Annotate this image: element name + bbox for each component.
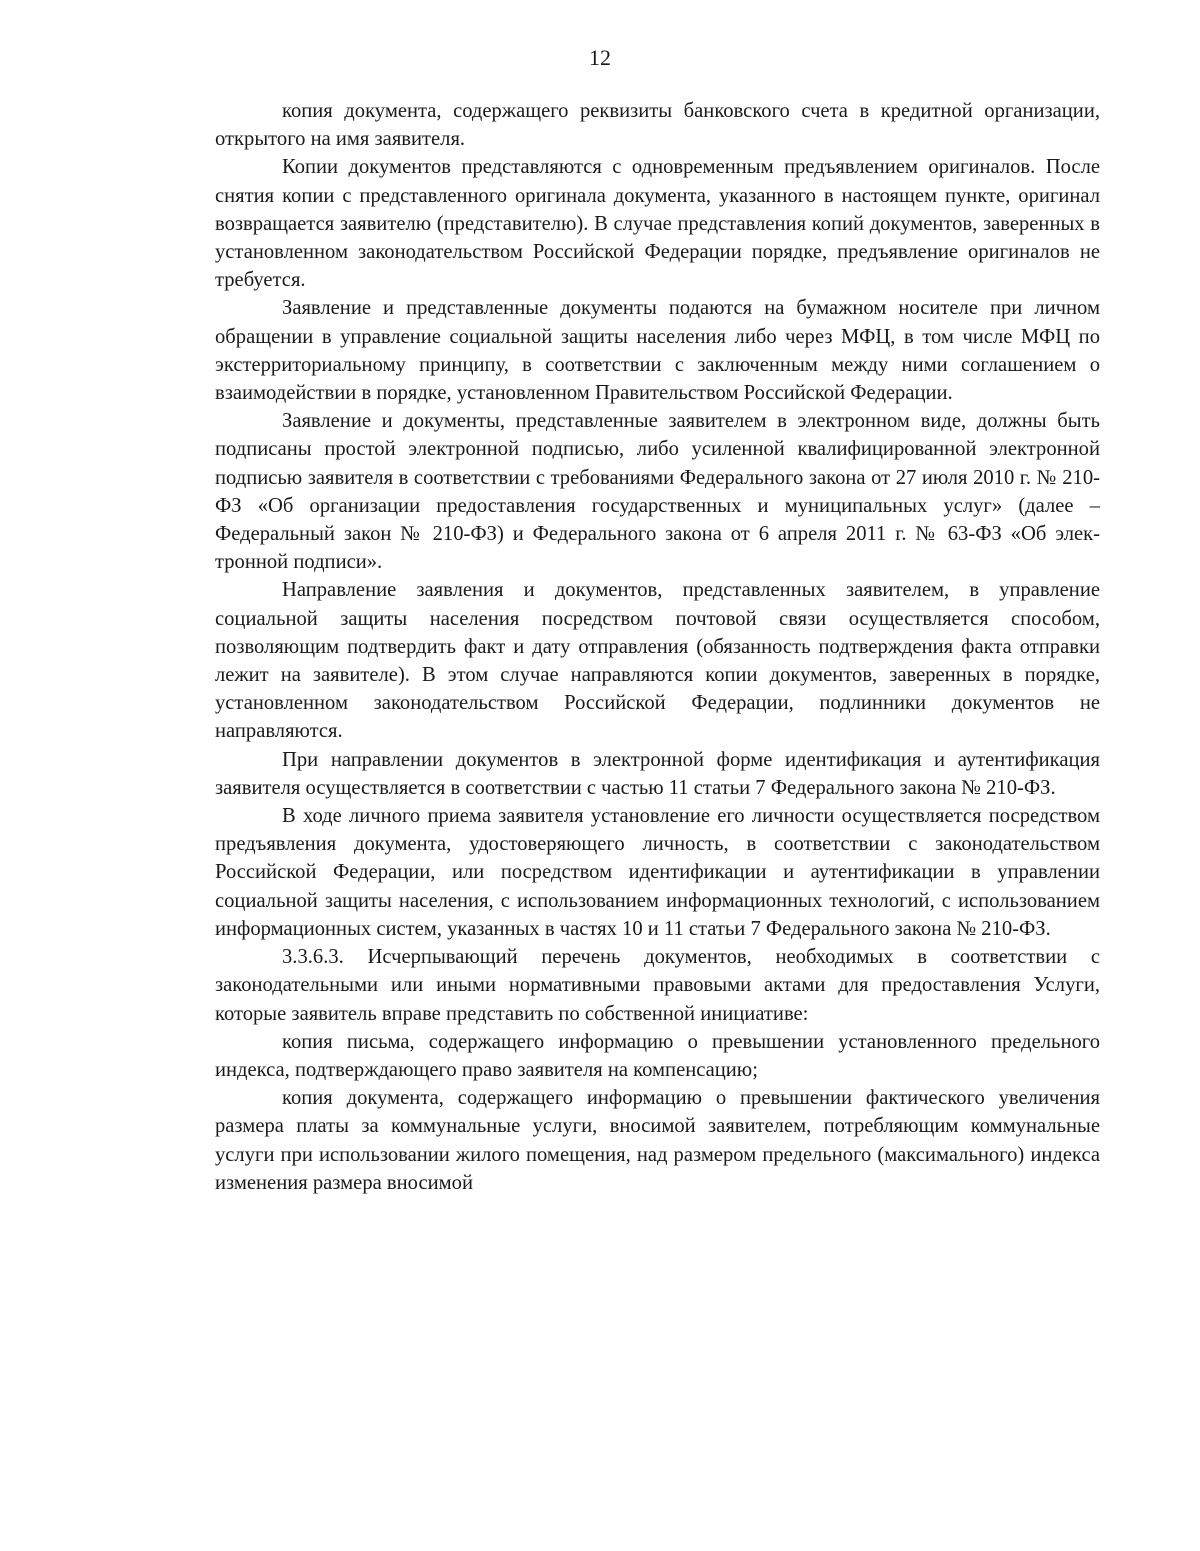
paragraph-paper-submission: Заявление и представленные документы подаются на бумажном носителе при личном обращении в управление социальной защиты населения либо через МФЦ, в том числе МФЦ по экстерриториальному принципу, в соответствии с заключенным между ними соглашением о взаимодействии в порядке, установленном Правительством Российской Федерации. (215, 297, 1100, 405)
paragraph-postal-submission: Направление заявления и документов, представленных заявителем, в управление социальной защиты населения посредством почтовой связи осуществляется способом, позволяющим подтвердить факт и дату отправления (обязанность подтверждения факта отправки лежит на заявителе). В этом случае направляются копии документов, заверенных в порядке, установленном законодательством Российской Федерации, подлинники документов не направляются. (215, 579, 1100, 743)
paragraph-electronic-identification: При направлении документов в электронной форме идентификация и аутентификация заявителя осуществляется в соответствии с частью 11 статьи 7 Федерального закона № 210-ФЗ. (215, 748, 1100, 799)
document-body (215, 97, 1100, 1197)
paragraph-bank-account-copy: копия документа, содержащего реквизиты банковского счета в кредитной организации, открытого на имя заявителя. (215, 100, 1100, 151)
paragraph-document-list-heading: 3.3.6.3. Исчерпывающий перечень документов, необходимых в соответствии с законодательными или иными нормативными правовыми актами для предоставления Услуги, которые заявитель вправе представить по собственной инициативе: (215, 946, 1100, 1025)
paragraph-personal-reception: В ходе личного приема заявителя установление его личности осуществляется посредством предъявления документа, удостоверяющего личность, в соответствии с законодательством Российской Федерации, или посредством идентификации и аутентификации в управлении социальной защиты населения, с использованием информационных технологий, с использованием информационных систем, указанных в частях 10 и 11 статьи 7 Федерального закона № 210-ФЗ. (215, 805, 1100, 940)
paragraph-electronic-signature: Заявление и документы, представленные заявителем в электронном виде, должны быть подписаны простой электронной подписью, либо усиленной квалифицированной электронной подписью заявителя в соответствии с требованиями Федерального закона от 27 июля 2010 г. № 210-ФЗ «Об организации предоставления государственных и муниципальных услуг» (далее – Федеральный закон № 210-ФЗ) и Федерального закона от 6 апреля 2011 г. № 63-ФЗ «Об электронной подписи». (215, 410, 1100, 574)
paragraph-document-copy-excess: копия документа, содержащего информацию о превышении фактического увеличения размера платы за коммунальные услуги, вносимой заявителем, потребляющим коммунальные услуги при использовании жилого помещения, над размером предельного (максимального) индекса изменения размера вносимой (215, 1087, 1100, 1194)
paragraph-letter-copy: копия письма, содержащего информацию о превышении установленного предельного индекса, подтверждающего право заявителя на компенсацию; (215, 1030, 1100, 1081)
paragraph-copies-with-originals: Копии документов представляются с одновременным предъявлением оригиналов. После снятия копии с представленного оригинала документа, указанного в настоящем пункте, оригинал возвращается заявителю (представителю). В случае представления копий документов, заверенных в установленном законодательством Российской Федерации порядке, предъявление оригиналов не требуется. (215, 156, 1100, 292)
page-number: 12 (589, 45, 611, 70)
